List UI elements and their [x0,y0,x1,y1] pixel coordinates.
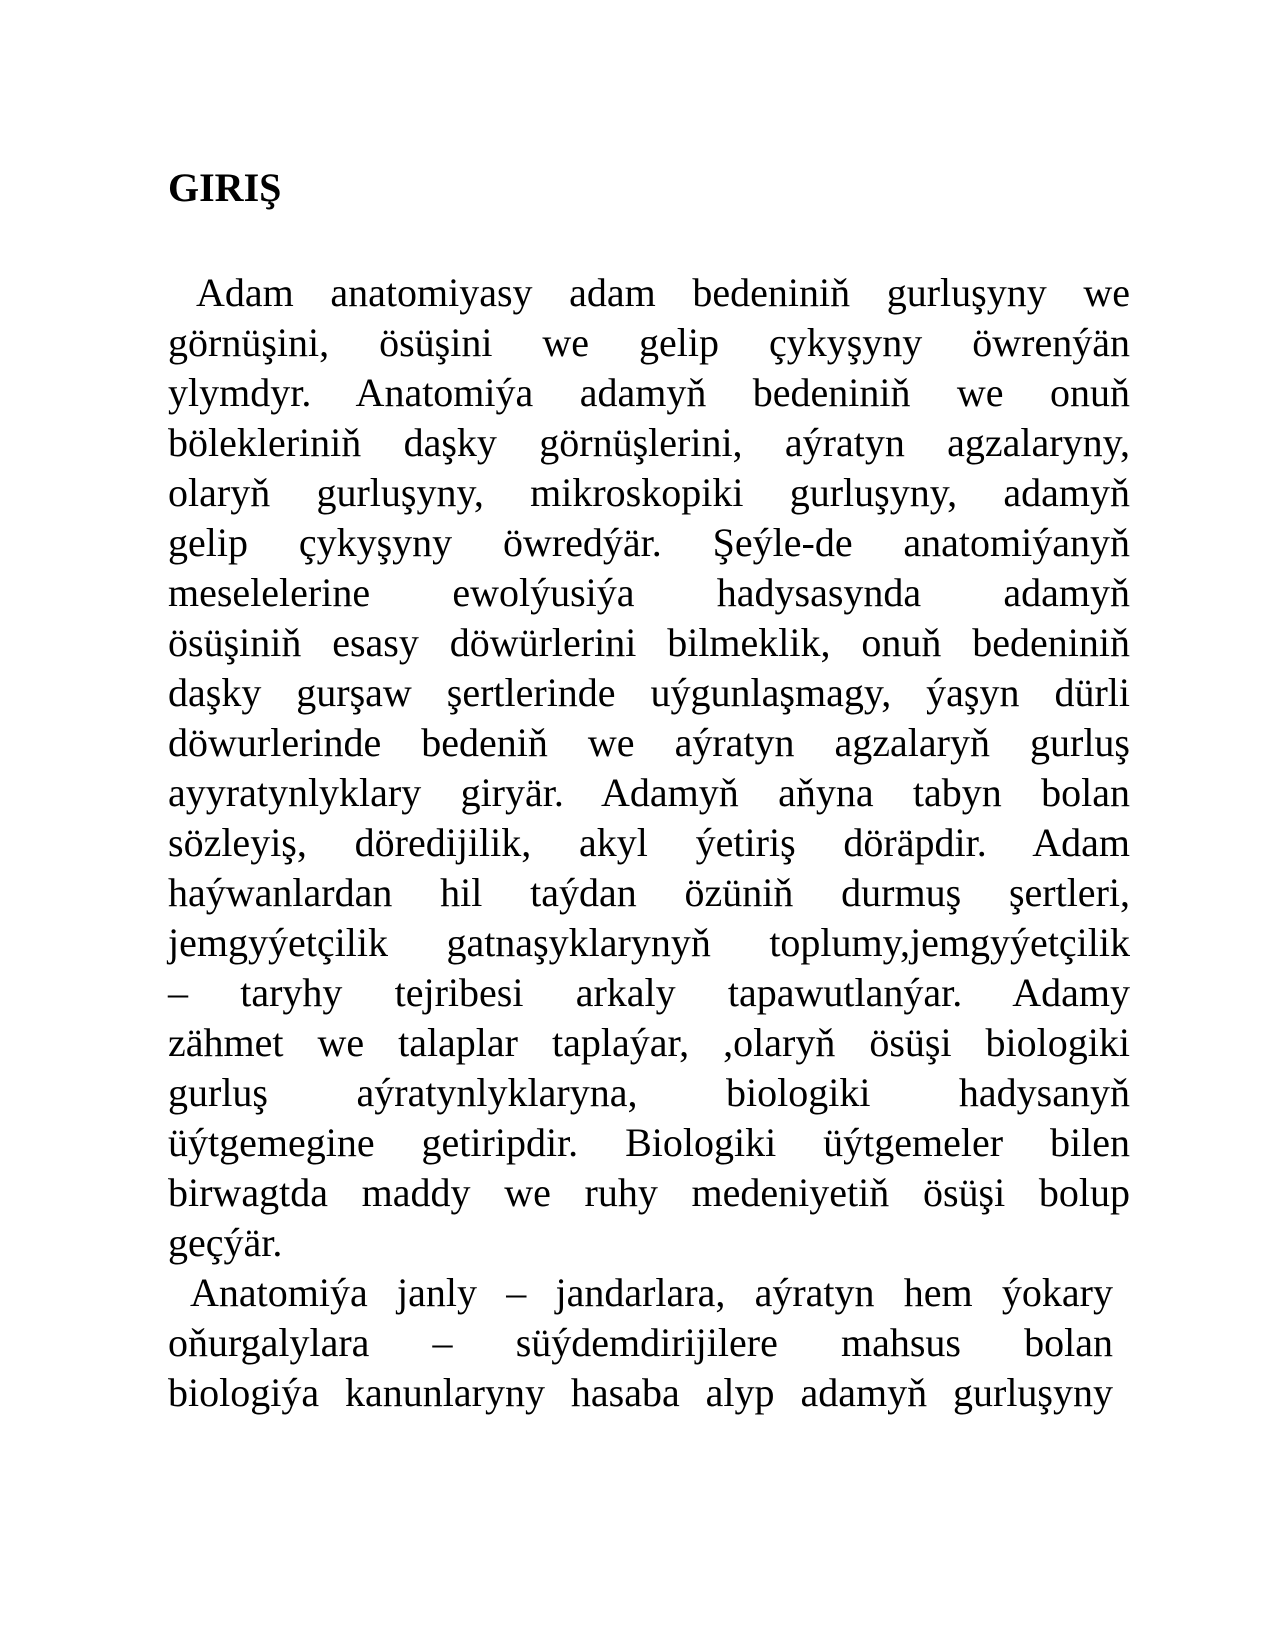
text-line: – taryhy tejribesi arkaly tapawutlanýar. Adamy [168,970,1130,1015]
text-line: zähmet we talaplar taplaýar, ,olaryň ösüşi biologiki [168,1020,1130,1065]
paragraph-1 [168,268,1130,1268]
text-line: daşky gurşaw şertlerinde uýgunlaşmagy, ýaşyn dürli [168,670,1130,715]
paragraph-2 [168,1268,1113,1418]
text-line: jemgyýetçilik gatnaşyklarynyň toplumy,jemgyýetçilik [168,920,1130,965]
text-line: geçýär. [168,1220,283,1265]
text-line: döwurlerinde bedeniň we aýratyn agzalaryň gurluş [168,720,1130,765]
text-line: oňurgalylara – süýdemdirijilere mahsus bolan [168,1320,1113,1365]
text-line: ylymdyr. Anatomiýa adamyň bedeniniň we onuň [168,370,1130,415]
text-line: meselelerine ewolýusiýa hadysasynda adamyň [168,570,1130,615]
text-line: biologiýa kanunlaryny hasaba alyp adamyň gurluşyny [168,1370,1113,1415]
text-line: olaryň gurluşyny, mikroskopiki gurluşyny, adamyň [168,470,1130,515]
text-line: Anatomiýa janly – jandarlara, aýratyn hem ýokary [190,1270,1113,1315]
text-line: gurluş aýratynlyklaryna, biologiki hadysanyň [168,1070,1130,1115]
text-line: üýtgemegine getiripdir. Biologiki üýtgemeler bilen [168,1120,1130,1165]
text-line: Adam anatomiyasy adam bedeniniň gurluşyny we [196,270,1130,315]
text-line: birwagtda maddy we ruhy medeniyetiň ösüşi bolup [168,1170,1130,1215]
text-line: ösüşiniň esasy döwürlerini bilmeklik, onuň bedeniniň [168,620,1130,665]
section-heading: GIRIŞ [168,165,282,210]
text-line: haýwanlardan hil taýdan özüniň durmuş şertleri, [168,870,1130,915]
text-line: görnüşini, ösüşini we gelip çykyşyny öwrenýän [168,320,1130,365]
text-line: ayyratynlyklary giryär. Adamyň aňyna tabyn bolan [168,770,1130,815]
text-line: bölekleriniň daşky görnüşlerini, aýratyn agzalaryny, [168,420,1130,465]
text-line: gelip çykyşyny öwredýär. Şeýle-de anatomiýanyň [168,520,1130,565]
text-line: sözleyiş, döredijilik, akyl ýetiriş döräpdir. Adam [168,820,1130,865]
